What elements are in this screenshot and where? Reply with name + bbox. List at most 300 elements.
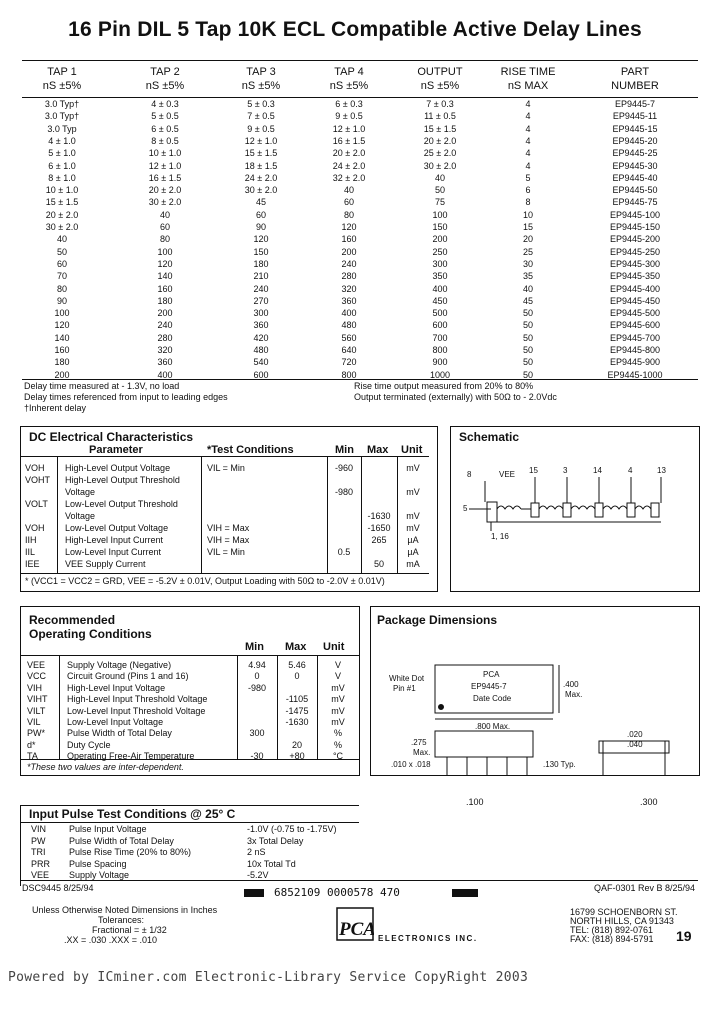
table-cell: EP9445-100 bbox=[609, 209, 661, 220]
table-row bbox=[22, 197, 698, 208]
pkg-label: EP9445-7 bbox=[471, 682, 507, 691]
rec-max: 5.46 bbox=[288, 660, 306, 670]
table-cell: 12 ± 1.0 bbox=[332, 123, 366, 134]
table-cell: 12 ± 1.0 bbox=[148, 160, 182, 171]
table-cell: 8 bbox=[525, 197, 531, 208]
rec-min: 300 bbox=[249, 728, 265, 739]
rec-max: +80 bbox=[289, 751, 305, 762]
table-cell: 720 bbox=[341, 357, 357, 368]
rec-unit: % bbox=[333, 739, 342, 750]
table-cell: 24 ± 2.0 bbox=[332, 160, 366, 171]
table-cell: 320 bbox=[341, 283, 357, 294]
schematic-inductor bbox=[571, 506, 595, 509]
table-row bbox=[22, 124, 698, 135]
schematic-label-pin13: 13 bbox=[657, 466, 666, 475]
package-title: Package Dimensions bbox=[377, 613, 498, 627]
schematic-buffer bbox=[487, 502, 497, 522]
table-cell: EP9445-15 bbox=[612, 123, 658, 134]
table-cell: 40 bbox=[522, 283, 533, 294]
rec-min: -980 bbox=[247, 682, 266, 693]
schematic-buffer bbox=[531, 503, 539, 517]
rec-sym: VILT bbox=[27, 705, 46, 716]
table-cell: 60 bbox=[255, 209, 266, 220]
input-pulse-sym: VIN bbox=[31, 824, 47, 834]
table-cell: 400 bbox=[341, 308, 357, 319]
rec-param: Supply Voltage (Negative) bbox=[67, 660, 172, 670]
rec-unit: mV bbox=[331, 705, 345, 716]
table-cell: 50 bbox=[522, 308, 533, 319]
table-cell: 180 bbox=[157, 295, 173, 306]
table-cell: 6 ± 0.5 bbox=[151, 123, 179, 134]
table-row bbox=[22, 296, 698, 307]
table-cell: 15 ± 1.5 bbox=[45, 197, 79, 208]
table-cell: 400 bbox=[157, 369, 173, 380]
table-row bbox=[22, 210, 698, 221]
table-cell: 450 bbox=[432, 295, 448, 306]
rec-param: Low-Level Input Voltage bbox=[67, 717, 164, 727]
page-title: 16 Pin DIL 5 Tap 10K ECL Compatible Active Delay Lines bbox=[68, 18, 642, 41]
table-cell: 80 bbox=[56, 283, 67, 294]
table-cell: 400 bbox=[432, 283, 448, 294]
input-pulse-param: Pulse Rise Time (20% to 80%) bbox=[69, 847, 192, 858]
table-cell: 120 bbox=[157, 258, 173, 269]
table-cell: EP9445-250 bbox=[609, 246, 661, 257]
table-row bbox=[22, 357, 698, 368]
table-cell: 50 bbox=[56, 246, 67, 257]
package-side-view bbox=[435, 731, 533, 757]
table-row bbox=[22, 234, 698, 245]
pkg-label-pitch: .100 bbox=[466, 797, 484, 807]
input-pulse-sym: VEE bbox=[31, 870, 50, 881]
table-cell: 50 bbox=[522, 332, 533, 343]
table-cell: 250 bbox=[432, 246, 448, 257]
dc-header-max: Max bbox=[367, 444, 389, 456]
dc-header-min: Min bbox=[335, 444, 354, 456]
rec-unit: °C bbox=[332, 751, 344, 762]
schematic-buffer bbox=[595, 503, 603, 517]
rec-unit: V bbox=[334, 671, 341, 682]
schematic-label-pin5: 5 bbox=[463, 504, 468, 513]
table-cell: EP9445-20 bbox=[612, 135, 658, 146]
table-cell: EP9445-150 bbox=[609, 222, 661, 232]
table-cell: 60 bbox=[343, 197, 354, 208]
rec-min: 4.94 bbox=[248, 660, 266, 670]
dc-param: Low-Level Input Current bbox=[65, 547, 162, 557]
table-cell: EP9445-40 bbox=[612, 172, 658, 183]
table-cell: 50 bbox=[434, 185, 445, 196]
schematic-buffer bbox=[563, 503, 571, 517]
dc-sym: IIL bbox=[25, 547, 36, 557]
table-cell: EP9445-900 bbox=[609, 357, 661, 368]
table-cell: 25 ± 2.0 bbox=[423, 148, 457, 159]
schematic-label-vee: VEE bbox=[499, 470, 516, 479]
table-cell: 100 bbox=[432, 209, 448, 220]
table-row bbox=[22, 136, 698, 147]
rec-sym: d* bbox=[27, 739, 36, 750]
pkg-label: Max. bbox=[413, 748, 431, 757]
delay-line-table bbox=[22, 60, 698, 380]
table-cell: 350 bbox=[432, 271, 448, 282]
rec-param: High-Level Input Voltage bbox=[67, 682, 166, 693]
dc-min: 0.5 bbox=[337, 547, 351, 557]
table-row bbox=[22, 111, 698, 122]
table-cell: 480 bbox=[341, 320, 357, 331]
barcode-block bbox=[244, 889, 264, 897]
watermark: Powered by ICminer.com Electronic-Library Service CopyRight 2003 bbox=[8, 970, 529, 985]
address-line1: 16799 SCHOENBORN ST. bbox=[570, 907, 678, 917]
table-cell: 50 bbox=[522, 320, 533, 331]
barcode-block bbox=[452, 889, 478, 897]
dc-min: -960 bbox=[334, 463, 353, 473]
rec-max: -1630 bbox=[285, 717, 309, 727]
rec-max: -1105 bbox=[285, 694, 309, 705]
table-cell: 30 ± 2.0 bbox=[244, 185, 278, 196]
table-cell: EP9445-350 bbox=[609, 271, 661, 282]
table-cell: 360 bbox=[341, 295, 357, 306]
dc-unit: µA bbox=[407, 535, 419, 545]
note: Delay times referenced from input to leading edges bbox=[24, 392, 228, 402]
table-cell: 3.0 Typ† bbox=[44, 99, 80, 109]
barcode-text: 6852109 0000578 470 bbox=[274, 886, 400, 899]
tolerance-line2: Tolerances: bbox=[98, 915, 145, 925]
table-cell: 15 ± 1.5 bbox=[244, 148, 278, 159]
schematic-inductor bbox=[497, 506, 521, 509]
dc-sym: IIH bbox=[25, 535, 37, 545]
dc-cond: VIH = Max bbox=[207, 535, 250, 545]
table-cell: 210 bbox=[253, 271, 269, 282]
table-cell: 20 ± 2.0 bbox=[148, 185, 182, 196]
schematic-title: Schematic bbox=[459, 430, 520, 444]
pin1-dot bbox=[439, 705, 444, 710]
tolerance-line4: .XX = .030 .XXX = .010 bbox=[64, 935, 158, 945]
dc-sym: VOH bbox=[25, 463, 45, 473]
input-pulse-param: Pulse Width of Total Delay bbox=[69, 835, 174, 846]
dc-title: DC Electrical Characteristics bbox=[29, 430, 194, 444]
table-cell: 6 bbox=[525, 185, 531, 196]
col-output-header: OUTPUT nS ±5% bbox=[417, 66, 463, 92]
table-cell: 40 bbox=[56, 234, 67, 245]
table-cell: 40 bbox=[159, 209, 170, 220]
table-cell: 270 bbox=[253, 295, 269, 306]
rec-max: 0 bbox=[294, 671, 300, 682]
rec-sym: VIL bbox=[27, 717, 41, 727]
table-cell: 500 bbox=[432, 308, 448, 319]
input-pulse-sym: TRI bbox=[31, 847, 46, 858]
package-dimensions-panel bbox=[370, 606, 700, 776]
table-cell: 40 bbox=[434, 172, 445, 183]
table-row bbox=[22, 173, 698, 184]
table-cell: 35 bbox=[522, 271, 533, 282]
table-cell: 180 bbox=[253, 258, 269, 269]
note: †Inherent delay bbox=[24, 403, 87, 413]
table-row bbox=[22, 247, 698, 258]
table-cell: EP9445-450 bbox=[609, 295, 661, 306]
schematic-inductor bbox=[539, 506, 563, 509]
rec-param: High-Level Input Threshold Voltage bbox=[67, 694, 208, 705]
table-cell: 600 bbox=[253, 369, 269, 380]
note: Delay time measured at - 1.3V, no load bbox=[24, 381, 180, 391]
table-cell: 280 bbox=[157, 332, 173, 343]
dc-unit: mV bbox=[406, 487, 420, 497]
table-cell: 300 bbox=[253, 308, 269, 319]
table-row bbox=[22, 148, 698, 159]
table-cell: 30 ± 2.0 bbox=[148, 197, 182, 208]
rec-sym: VCC bbox=[27, 671, 47, 682]
table-cell: 50 bbox=[522, 369, 533, 380]
tolerance-line3: Fractional = ± 1/32 bbox=[92, 925, 167, 935]
phone: TEL: (818) 892-0761 bbox=[570, 925, 654, 935]
table-cell: 360 bbox=[253, 320, 269, 331]
schematic-label-pin15: 15 bbox=[529, 466, 538, 475]
input-pulse-val: 3x Total Delay bbox=[247, 835, 304, 846]
input-pulse-sym: PW bbox=[31, 835, 46, 846]
dc-cond: VIL = Min bbox=[207, 547, 245, 557]
table-cell: 4 bbox=[525, 99, 531, 109]
table-cell: EP9445-50 bbox=[612, 185, 658, 196]
table-cell: EP9445-600 bbox=[609, 320, 661, 331]
table-row bbox=[22, 259, 698, 270]
table-cell: EP9445-11 bbox=[612, 111, 658, 122]
dc-sym: IEE bbox=[25, 559, 40, 569]
svg-text:PCA: PCA bbox=[339, 919, 374, 940]
table-cell: 3.0 Typ† bbox=[44, 111, 80, 122]
dc-min: -980 bbox=[334, 487, 353, 497]
dc-header-parameter: Parameter bbox=[89, 444, 143, 456]
table-cell: 360 bbox=[157, 357, 173, 368]
input-pulse-val: -1.0V (-0.75 to -1.75V) bbox=[247, 824, 337, 834]
input-pulse-sym: PRR bbox=[31, 858, 51, 869]
table-cell: 30 bbox=[522, 258, 533, 269]
table-cell: 6 ± 0.3 bbox=[335, 99, 363, 109]
schematic-inductor bbox=[635, 506, 651, 509]
dc-cond: VIH = Max bbox=[207, 523, 250, 533]
table-row bbox=[22, 271, 698, 282]
pkg-label: .010 x .018 bbox=[391, 760, 431, 769]
table-row bbox=[22, 161, 698, 172]
pkg-label: .020 bbox=[627, 730, 643, 739]
table-cell: 15 bbox=[522, 222, 533, 232]
table-cell: 540 bbox=[253, 357, 269, 368]
table-cell: 640 bbox=[341, 345, 357, 355]
table-cell: 20 ± 2.0 bbox=[332, 148, 366, 159]
col-tap4-header: TAP 4 nS ±5% bbox=[329, 66, 369, 92]
input-pulse-param: Supply Voltage bbox=[69, 870, 130, 881]
table-cell: 9 ± 0.5 bbox=[247, 123, 275, 134]
input-pulse-title: Input Pulse Test Conditions @ 25° C bbox=[29, 807, 236, 821]
dc-characteristics-panel bbox=[20, 426, 438, 592]
note: Rise time output measured from 20% to 80% bbox=[354, 381, 534, 391]
table-cell: 4 bbox=[525, 160, 531, 171]
schematic-label-pin3: 3 bbox=[563, 466, 568, 475]
dc-unit: µA bbox=[407, 547, 419, 557]
schematic-diagram bbox=[451, 447, 699, 587]
table-cell: 300 bbox=[432, 258, 448, 269]
table-row bbox=[22, 185, 698, 196]
input-pulse-val: 2 nS bbox=[247, 847, 266, 858]
rec-unit: mV bbox=[331, 694, 345, 705]
table-cell: 80 bbox=[159, 234, 170, 245]
table-cell: 8 ± 0.5 bbox=[151, 135, 179, 146]
table-cell: 20 bbox=[522, 234, 533, 245]
table-cell: 30 ± 2.0 bbox=[423, 160, 457, 171]
table-cell: 240 bbox=[157, 320, 173, 331]
table-cell: EP9445-800 bbox=[609, 345, 661, 355]
form-id: QAF-0301 Rev B 8/25/94 bbox=[594, 883, 696, 893]
dc-unit: mV bbox=[406, 511, 420, 521]
table-cell: 30 ± 2.0 bbox=[45, 222, 79, 232]
table-cell: 280 bbox=[341, 271, 357, 282]
pca-logo bbox=[336, 907, 374, 941]
rec-header-min: Min bbox=[245, 641, 264, 653]
rec-param: Pulse Width of Total Delay bbox=[67, 728, 172, 739]
table-cell: 600 bbox=[432, 320, 448, 331]
notes-left bbox=[24, 381, 324, 414]
table-cell: 800 bbox=[341, 369, 357, 380]
dc-sym: VOH bbox=[25, 523, 45, 533]
rec-header-max: Max bbox=[285, 641, 307, 653]
table-cell: 160 bbox=[157, 283, 173, 294]
table-cell: 3.0 Typ bbox=[47, 123, 77, 134]
table-row bbox=[22, 284, 698, 295]
table-cell: 10 ± 1.0 bbox=[45, 185, 79, 196]
table-cell: 200 bbox=[432, 234, 448, 245]
table-cell: EP9445-200 bbox=[609, 234, 661, 245]
table-cell: 560 bbox=[341, 332, 357, 343]
dc-max: 265 bbox=[371, 535, 387, 545]
table-cell: EP9445-1000 bbox=[607, 369, 663, 380]
rec-min: -30 bbox=[250, 751, 264, 762]
dc-param: Low-Level Output Threshold bbox=[65, 499, 178, 509]
pkg-label: .130 Typ. bbox=[543, 760, 576, 769]
rec-sym: TA bbox=[27, 751, 38, 762]
table-cell: 4 bbox=[525, 148, 531, 159]
schematic-inductor bbox=[603, 506, 627, 509]
schematic-label-pin4: 4 bbox=[628, 466, 633, 475]
dc-sym: VOLT bbox=[25, 499, 48, 509]
table-cell: 120 bbox=[54, 320, 70, 331]
company-name: ELECTRONICS INC. bbox=[378, 934, 478, 943]
input-pulse-param: Pulse Input Voltage bbox=[69, 824, 147, 834]
table-cell: 45 bbox=[255, 197, 266, 208]
table-cell: 20 ± 2.0 bbox=[423, 135, 457, 146]
table-row bbox=[22, 370, 698, 381]
dc-param: Low-Level Output Voltage bbox=[65, 523, 169, 533]
table-cell: 4 bbox=[525, 135, 531, 146]
table-cell: 100 bbox=[157, 246, 173, 257]
schematic-buffer bbox=[651, 503, 659, 517]
table-cell: EP9445-30 bbox=[612, 160, 658, 171]
rec-param: Low-Level Input Threshold Voltage bbox=[67, 705, 206, 716]
dc-cond: VIL = Min bbox=[207, 463, 245, 473]
pkg-label: Date Code bbox=[473, 694, 512, 703]
table-cell: 9 ± 0.5 bbox=[335, 111, 363, 122]
table-cell: 11 ± 0.5 bbox=[424, 111, 456, 122]
rec-min: 0 bbox=[254, 671, 260, 682]
table-cell: 90 bbox=[255, 222, 266, 232]
table-cell: 5 bbox=[525, 172, 531, 183]
dc-unit: mV bbox=[406, 463, 420, 473]
schematic-buffer bbox=[627, 503, 635, 517]
pkg-label: PCA bbox=[483, 670, 500, 679]
table-cell: 25 bbox=[522, 246, 533, 257]
table-cell: 5 ± 0.5 bbox=[151, 111, 179, 122]
table-cell: EP9445-700 bbox=[609, 332, 661, 343]
schematic-panel bbox=[450, 426, 700, 592]
rec-unit: V bbox=[334, 660, 341, 670]
table-cell: 40 bbox=[343, 185, 354, 196]
dc-header-unit: Unit bbox=[401, 444, 423, 456]
table-cell: 5 ± 0.3 bbox=[247, 99, 275, 109]
rec-sym: VIHT bbox=[27, 694, 48, 705]
table-cell: 140 bbox=[54, 332, 70, 343]
table-cell: 240 bbox=[341, 258, 357, 269]
tolerance-line1: Unless Otherwise Noted Dimensions in Inches bbox=[32, 905, 218, 915]
table-cell: 24 ± 2.0 bbox=[244, 172, 278, 183]
pkg-label-width: .300 bbox=[640, 797, 658, 807]
rec-sym: VIH bbox=[27, 682, 43, 693]
dc-param: Voltage bbox=[65, 487, 96, 497]
dc-max: 50 bbox=[373, 559, 384, 569]
package-drawing bbox=[371, 637, 699, 775]
col-tap1-header: TAP 1 nS ±5% bbox=[42, 66, 82, 92]
col-risetime-header: RISE TIME nS MAX bbox=[500, 66, 556, 92]
dc-header-conditions: *Test Conditions bbox=[207, 444, 294, 456]
recommended-title-l2: Operating Conditions bbox=[29, 627, 152, 641]
table-cell: 80 bbox=[343, 209, 354, 220]
table-cell: 90 bbox=[56, 295, 67, 306]
table-cell: 8 ± 1.0 bbox=[48, 172, 76, 183]
rec-max: 20 bbox=[291, 739, 302, 750]
address-line2: NORTH HILLS, CA 91343 bbox=[570, 916, 674, 926]
rec-unit: mV bbox=[331, 682, 345, 693]
schematic-label-pin8: 8 bbox=[467, 470, 472, 479]
table-cell: 50 bbox=[522, 345, 533, 355]
table-cell: 75 bbox=[434, 197, 445, 208]
table-cell: EP9445-7 bbox=[614, 99, 656, 109]
pkg-label: White Dot bbox=[389, 674, 425, 683]
table-cell: 800 bbox=[432, 345, 448, 355]
table-cell: 150 bbox=[253, 246, 269, 257]
table-cell: EP9445-300 bbox=[609, 258, 661, 269]
table-cell: 60 bbox=[159, 222, 170, 232]
dc-max: -1650 bbox=[367, 523, 391, 533]
table-cell: 6 ± 1.0 bbox=[48, 160, 76, 171]
table-cell: 180 bbox=[54, 357, 70, 368]
table-cell: 7 ± 0.3 bbox=[426, 99, 454, 109]
dc-unit: mA bbox=[406, 559, 420, 569]
table-row bbox=[22, 345, 698, 356]
rec-sym: PW* bbox=[27, 728, 45, 739]
fax: FAX: (818) 894-5791 bbox=[570, 934, 654, 944]
table-cell: 45 bbox=[522, 295, 533, 306]
rec-sym: VEE bbox=[27, 660, 46, 670]
table-cell: 150 bbox=[432, 222, 448, 232]
rec-max: -1475 bbox=[285, 705, 309, 716]
table-cell: EP9445-400 bbox=[609, 283, 661, 294]
table-cell: 5 ± 1.0 bbox=[48, 148, 76, 159]
table-cell: 18 ± 1.5 bbox=[244, 160, 278, 171]
input-pulse-panel bbox=[20, 805, 359, 886]
table-row bbox=[22, 222, 698, 233]
table-cell: 120 bbox=[341, 222, 357, 232]
table-cell: 4 ± 0.3 bbox=[151, 99, 179, 109]
table-cell: 70 bbox=[56, 271, 67, 282]
dc-unit: mV bbox=[406, 523, 420, 533]
input-pulse-param: Pulse Spacing bbox=[69, 858, 127, 869]
rec-header-unit: Unit bbox=[323, 641, 345, 653]
notes-right bbox=[354, 381, 684, 403]
table-cell: 100 bbox=[54, 308, 70, 319]
